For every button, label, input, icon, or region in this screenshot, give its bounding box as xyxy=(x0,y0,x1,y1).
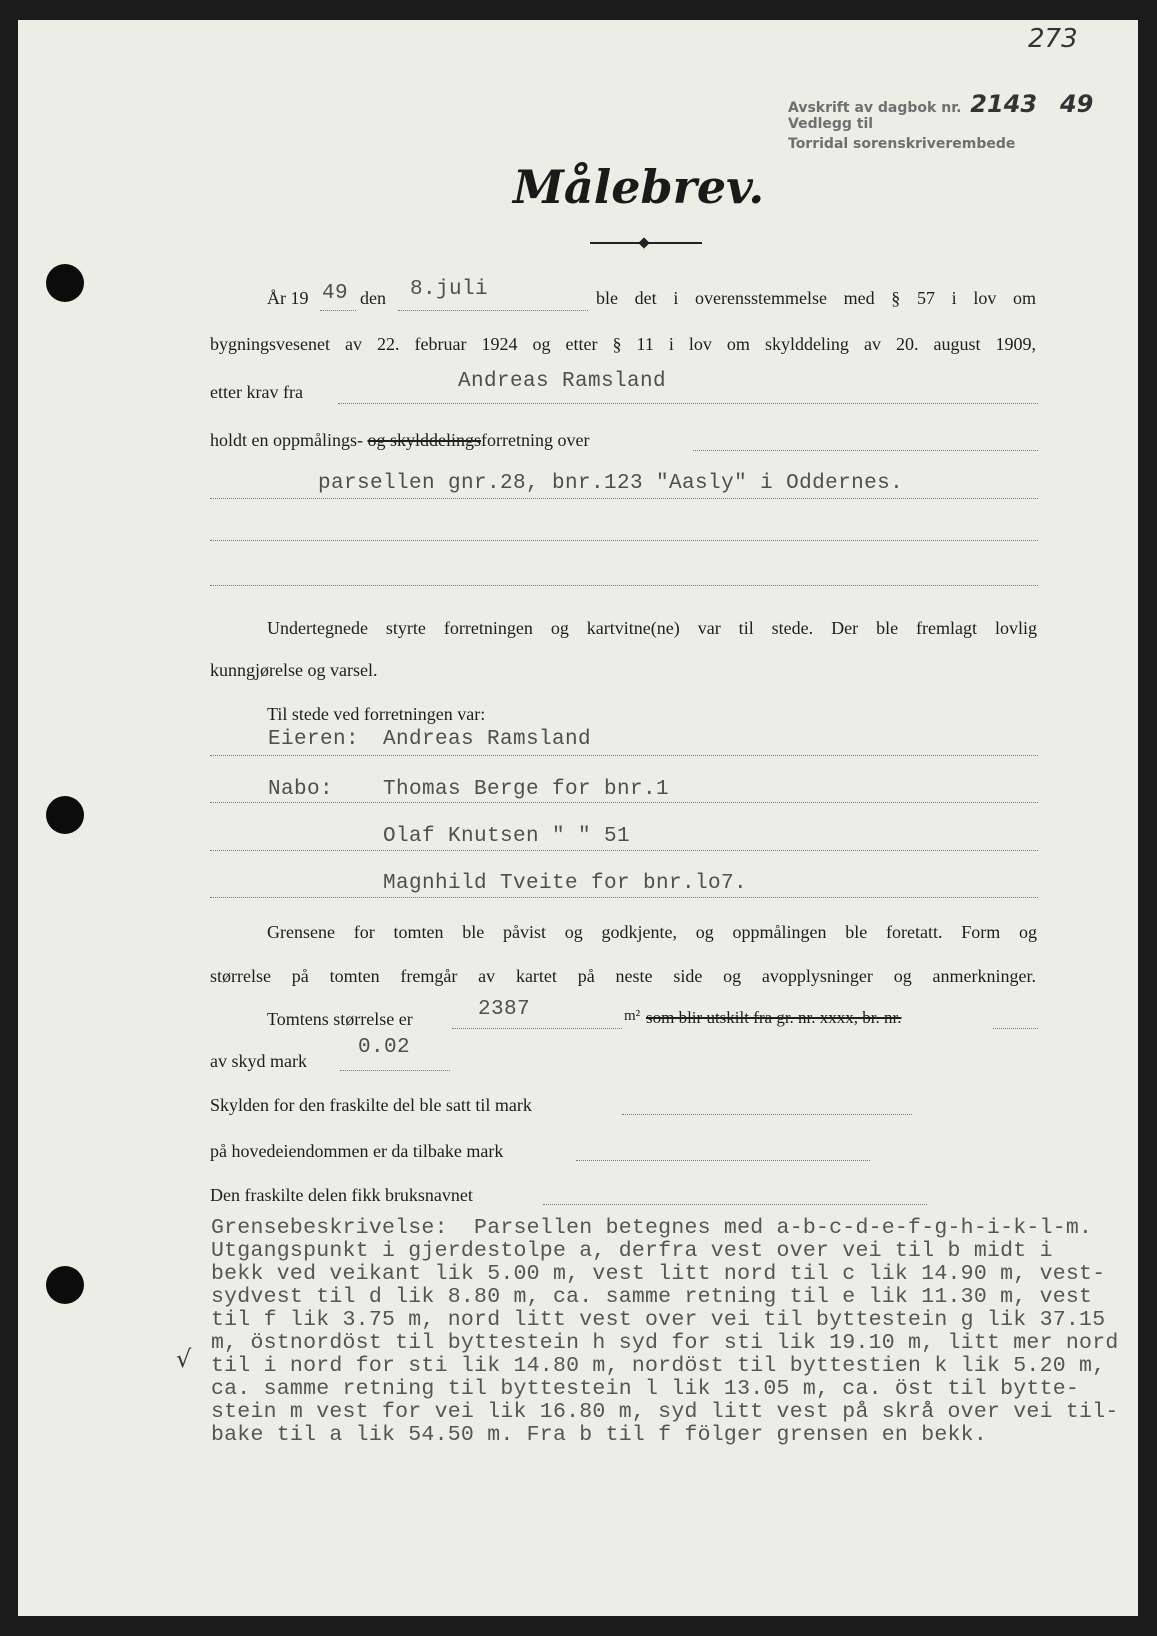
punch-hole-top xyxy=(46,264,84,302)
size-struck: som blir utskilt fra gr. nr. xxxx, br. nr. xyxy=(646,1008,902,1027)
ar-label: År 19 xyxy=(267,288,309,308)
size-dots xyxy=(452,1028,622,1029)
stamp-number: 2143 xyxy=(970,90,1038,118)
punch-hole-middle xyxy=(46,796,84,834)
krav-dots xyxy=(338,403,1038,404)
bruks-label: Den fraskilte delen fikk bruksnavnet xyxy=(210,1185,473,1205)
grensebeskrivelse-line: Utgangspunkt i gjerdestolpe a, derfra vest over vei til b midt i xyxy=(211,1239,1053,1263)
holdt-dots xyxy=(693,450,1038,451)
eier-label: Eieren: xyxy=(268,728,360,751)
grensebeskrivelse-line: bekk ved veikant lik 5.00 m, vest litt nord til c lik 14.90 m, vest- xyxy=(211,1262,1106,1286)
blank-dots-2 xyxy=(210,585,1038,586)
skylden-label: Skylden for den fraskilte del ble satt til mark xyxy=(210,1095,532,1115)
grensebeskrivelse-line: til i nord for sti lik 14.80 m, nordöst til byttestien k lik 5.20 m, xyxy=(211,1354,1106,1378)
page-number: 273 xyxy=(1028,24,1078,54)
intro-text2: bygningsvesenet av 22. februar 1924 og etter § 11 i lov om skylddeling av 20. august 1909, xyxy=(210,334,1036,354)
nabo-3: Magnhild Tveite for bnr.lo7. xyxy=(383,872,748,895)
punch-hole-bottom xyxy=(46,1266,84,1304)
skyd-label: av skyd mark xyxy=(210,1051,307,1071)
date-value: 8.juli xyxy=(410,278,489,301)
holdt-prefix: holdt en oppmålings- xyxy=(210,430,363,450)
ornament-diamond xyxy=(638,237,649,248)
size-label: Tomtens størrelse er xyxy=(267,1009,413,1029)
grensebeskrivelse-line: bake til a lik 54.50 m. Fra b til f fölger grensen en bekk. xyxy=(211,1423,987,1447)
archive-stamp xyxy=(788,90,1093,152)
stamp-line1: Avskrift av dagbok nr. xyxy=(788,100,962,116)
stamp-line2: Vedlegg til xyxy=(788,116,874,132)
stamp-year: 49 xyxy=(1059,90,1094,118)
krav-label: etter krav fra xyxy=(210,382,303,402)
holdt-line xyxy=(210,430,589,451)
intro-text1: ble det i overensstemmelse med § 57 i lov om xyxy=(596,288,1036,308)
bruks-dots xyxy=(543,1204,927,1205)
grensebeskrivelse-line: til f lik 3.75 m, nord litt vest over vei til byttestein g lik 37.15 xyxy=(211,1308,1106,1332)
margin-check-mark: √ xyxy=(176,1345,192,1373)
present-heading: Til stede ved forretningen var: xyxy=(267,704,486,724)
size-end-dots xyxy=(993,1028,1038,1029)
hoved-label: på hovedeiendommen er da tilbake mark xyxy=(210,1141,504,1161)
grensebeskrivelse-line: ca. samme retning til byttestein l lik 13.05 m, ca. öst til bytte- xyxy=(211,1377,1080,1401)
nabo-label: Nabo: xyxy=(268,778,334,801)
eier-name: Andreas Ramsland xyxy=(383,728,592,751)
krav-name: Andreas Ramsland xyxy=(458,370,667,393)
grensene-line1: Grensene for tomten ble påvist og godkjente, og oppmålingen ble foretatt. Form og xyxy=(267,922,1037,942)
undertegnede-line2: kunngjørelse og varsel. xyxy=(210,660,378,680)
grensebeskrivelse-line: stein m vest for vei lik 16.80 m, syd litt vest på skrå over vei til- xyxy=(211,1400,1119,1424)
page-title: Målebrev. xyxy=(513,160,765,214)
date-dots xyxy=(398,310,588,311)
size-unit: m² xyxy=(624,1008,641,1024)
year-dots xyxy=(320,310,356,311)
grensebeskrivelse-line: m, östnordöst til byttestein h syd for sti lik 19.10 m, litt mer nord xyxy=(211,1331,1119,1355)
den-label: den xyxy=(360,288,386,308)
nabo-2: Olaf Knutsen " " 51 xyxy=(383,825,631,848)
nabo-1: Thomas Berge for bnr.1 xyxy=(383,778,670,801)
skylden-dots xyxy=(622,1114,912,1115)
parcel-description: parsellen gnr.28, bnr.123 "Aasly" i Oddernes. xyxy=(318,472,904,495)
blank-dots-1 xyxy=(210,540,1038,541)
grensene-line2: størrelse på tomten fremgår av kartet på neste side og avopplysninger og anmerkninger. xyxy=(210,966,1036,986)
holdt-struck: og skylddelings xyxy=(367,430,481,450)
grensebeskrivelse-line: Grensebeskrivelse: Parsellen betegnes med a-b-c-d-e-f-g-h-i-k-l-m. xyxy=(211,1216,1093,1240)
document-page xyxy=(18,20,1138,1616)
grensebeskrivelse-line: sydvest til d lik 8.80 m, ca. samme retning til e lik 11.30 m, vest xyxy=(211,1285,1093,1309)
stamp-line3: Torridal sorenskriverembede xyxy=(788,136,1016,152)
skyd-value: 0.02 xyxy=(358,1036,411,1059)
skyd-dots xyxy=(340,1070,450,1071)
nabo2-dots xyxy=(210,850,1038,851)
undertegnede-line1: Undertegnede styrte forretningen og kartvitne(ne) var til stede. Der ble fremlagt lovlig xyxy=(267,618,1037,638)
parcel-dots xyxy=(210,498,1038,499)
nabo3-dots xyxy=(210,897,1038,898)
year-value: 49 xyxy=(322,282,349,305)
nabo1-dots xyxy=(210,802,1038,803)
size-value: 2387 xyxy=(478,998,531,1021)
eier-dots xyxy=(210,755,1038,756)
hoved-dots xyxy=(576,1160,870,1161)
holdt-suffix: forretning over xyxy=(481,430,590,450)
